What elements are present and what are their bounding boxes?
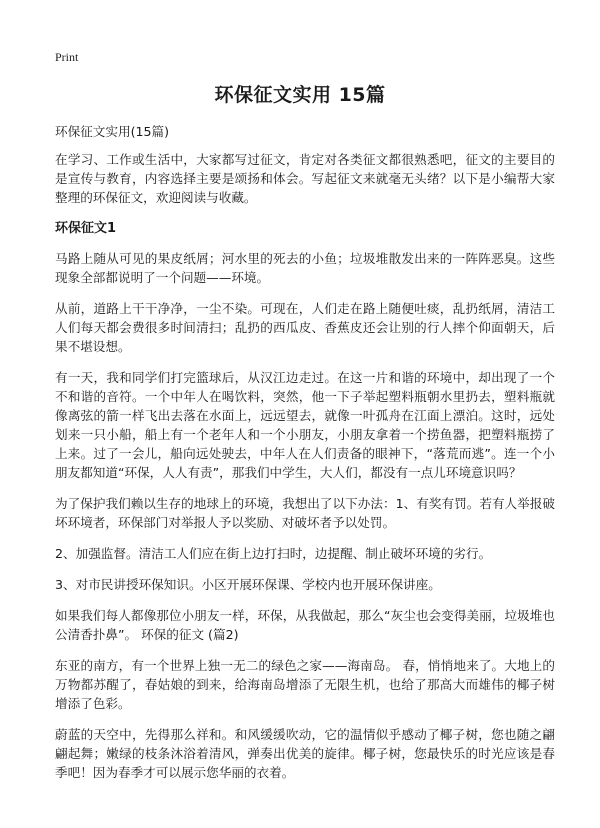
intro-paragraph: 在学习、工作或生活中，大家都写过征文，肯定对各类征文都很熟悉吧，征文的主要目的是宣传与教育，内容选择主要是颂扬和体会。写起征文来就毫无头绪？以下是小编帮大家整理的环保征文，欢迎阅读与收藏。 [55,152,555,205]
section-heading: 环保征文1 [55,221,117,236]
paragraph-6: 3、对市民讲授环保知识。小区开展环保课、学校内也开展环保讲座。 [55,577,441,592]
paragraph-3: 有一天，我和同学们打完篮球后，从汉江边走过。在这一片和谐的环境中，却出现了一个不和谐的音符。一个中年人在喝饮料，突然，他一下子举起塑料瓶朝水里扔去，塑料瓶就像离弦的箭一样飞出去落在水面上，远远望去，就像一叶孤舟在江面上漂泊。这时，远处划来一只小船，船上有一个老年人和一个小朋友，小朋友拿着一个捞鱼器，把塑料瓶捞了上来。过了一会儿，船向远处驶去，中年人在人们责备的眼神下，“落荒而逃”。连一个小朋友都知道“环保，人人有责”，那我们中学生，大人们，都没有一点儿环境意识吗？ [55,370,555,480]
paragraph-2: 从前，道路上干干净净，一尘不染。可现在，人们走在路上随便吐痰，乱扔纸屑，清洁工人们每天都会费很多时间清扫；乱扔的西瓜皮、香蕉皮还会让别的行人摔个仰面朝天，后果不堪设想。 [55,301,555,354]
paragraph-4: 为了保护我们赖以生存的地球上的环境，我想出了以下办法：1、有奖有罚。若有人举报破坏环境者，环保部门对举报人予以奖励、对破坏者予以处罚。 [55,496,555,530]
page-title: 环保征文实用 15篇 [214,84,386,106]
paragraph-1: 马路上随从可见的果皮纸屑；河水里的死去的小鱼；垃圾堆散发出来的一阵阵恶臭。这些现象全部都说明了一个问题——环境。 [55,251,555,285]
paragraph-9: 蔚蓝的天空中，先得那么祥和。和风缓缓吹动，它的温情似乎感动了椰子树，您也随之翩翩起舞；嫩绿的枝条沐浴着清风，弹奏出优美的旋律。椰子树，您最快乐的时光应该是春季吧！因为春季才可以展示您华丽的衣着。 [55,727,555,780]
paragraph-7: 如果我们每人都像那位小朋友一样，环保，从我做起，那么“灰尘也会变得美丽，垃圾堆也公清香扑鼻”。 环保的征文 (篇2) [55,608,555,642]
paragraph-5: 2、加强监督。清洁工人们应在街上边打扫时，边提醒、制止破坏环境的劣行。 [55,546,492,561]
document-subtitle: 环保征文实用(15篇) [55,124,170,139]
paragraph-8: 东亚的南方，有一个世界上独一无二的绿色之家——海南岛。 春，悄悄地来了。大地上的万物都苏醒了，春姑娘的到来，给海南岛增添了无限生机，也给了那高大而雄伟的椰子树增添了色彩。 [55,658,555,711]
print-label: Print [55,50,79,64]
document-body [55,122,555,794]
